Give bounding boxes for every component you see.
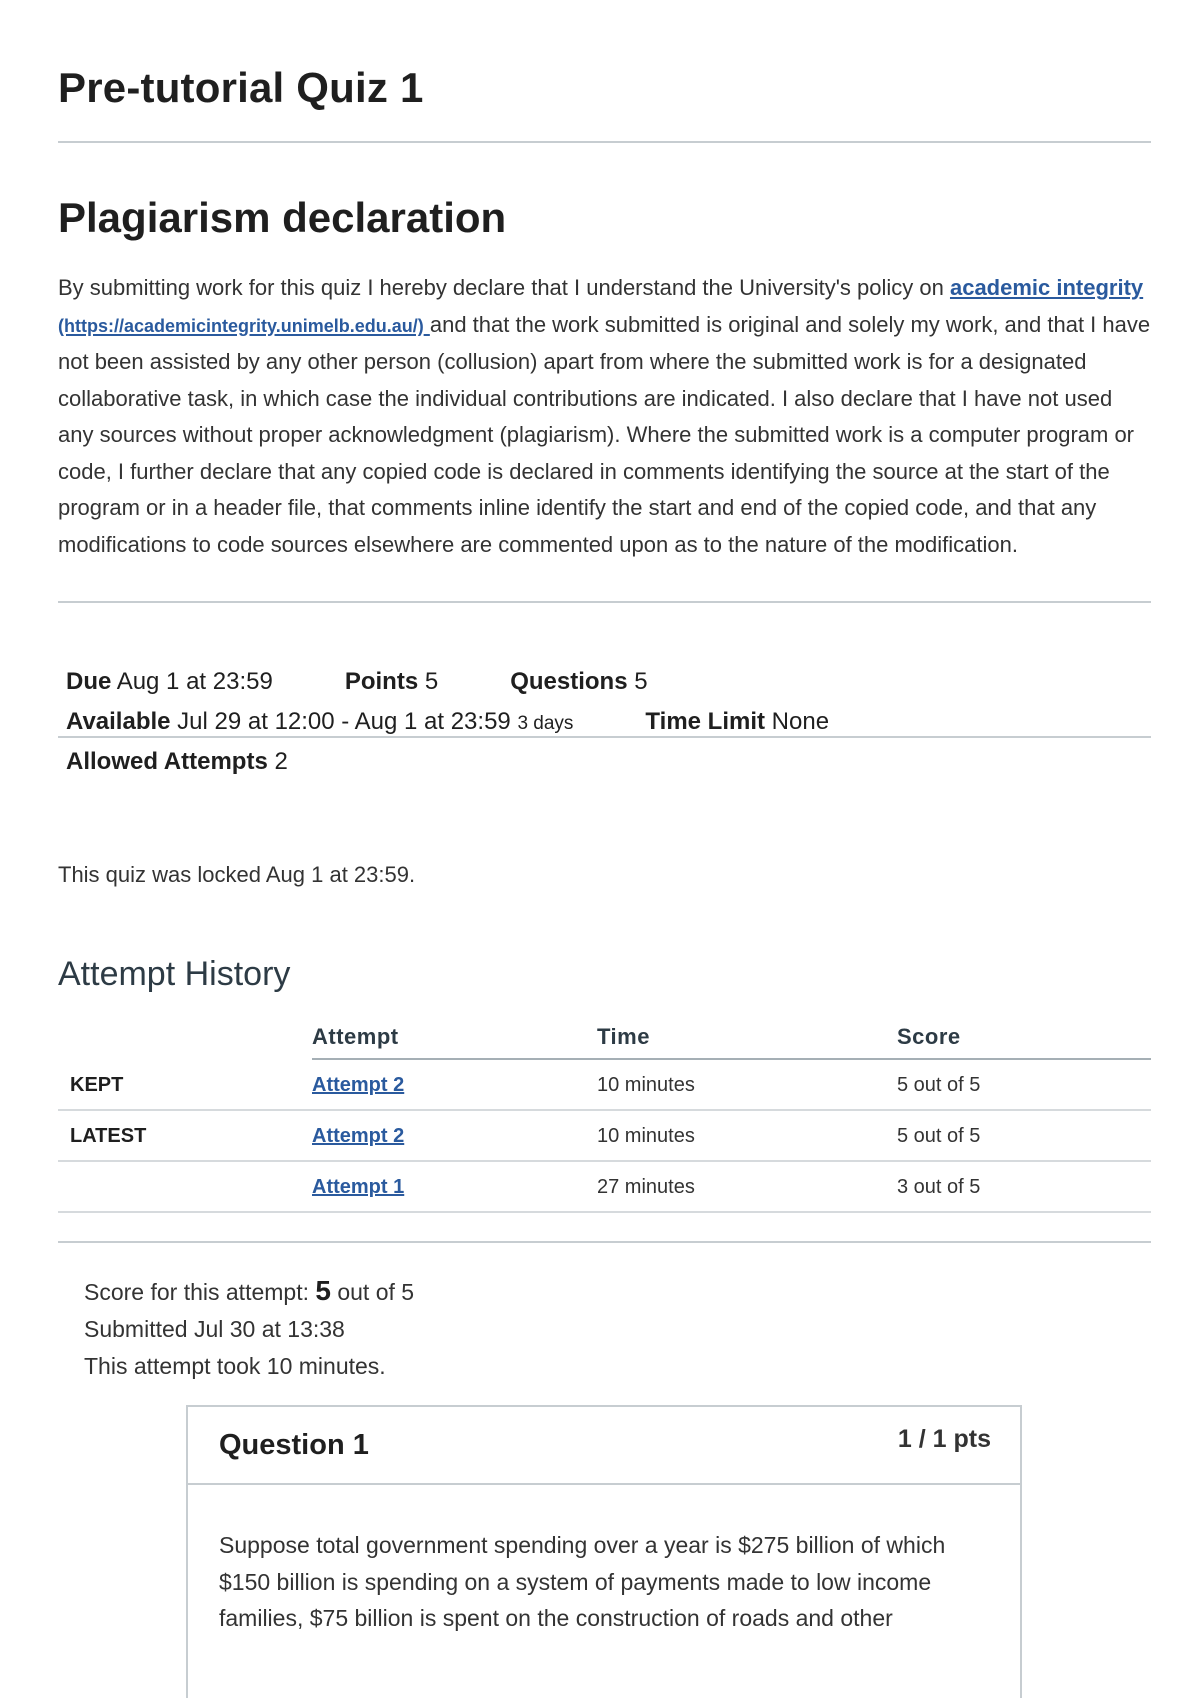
question-header [188, 1407, 1020, 1485]
attempt-link[interactable]: Attempt 2 [312, 1074, 405, 1096]
table-row [58, 1162, 1151, 1213]
points-value: 5 [424, 668, 439, 695]
points-label: Points [344, 668, 419, 695]
divider [58, 736, 1151, 738]
declaration-text-start: By submitting work for this quiz I hereby declare that I understand the University's policy on [58, 275, 950, 300]
declaration-text-end: and that the work submitted is original and solely my work, and that I have not been assisted by any other person (collusion) apart from where the submitted work is for a designated collaborative task, in which case the individual contributions are indicated. I also declare that I have not used any sources without proper acknowledgment (plagiarism). Where the submitted work is a computer program or code, I further declare that any copied code is declared in comments identifying the source at the start of the program or in a header file, that comments inline identify the start and end of the copied code, and that any modifications to code sources elsewhere are commented upon as to the nature of the modification. [58, 311, 1151, 557]
row-score: 5 out of 5 [897, 1125, 981, 1147]
declaration-text [58, 270, 1151, 563]
submitted-time: Submitted Jul 30 at 13:38 [84, 1316, 345, 1342]
available-detail [66, 708, 573, 736]
locked-message: This quiz was locked Aug 1 at 23:59. [58, 862, 416, 887]
score-suffix: out of 5 [330, 1279, 415, 1305]
row-score: 3 out of 5 [897, 1176, 981, 1198]
link-label[interactable]: academic integrity [949, 275, 1144, 300]
column-header-time: Time [597, 1024, 650, 1049]
attempt-link[interactable]: Attempt 2 [312, 1125, 405, 1147]
questions-detail [510, 668, 647, 696]
due-label: Due [66, 668, 112, 695]
row-status: KEPT [70, 1074, 124, 1096]
details-row [66, 668, 1146, 708]
divider [58, 1241, 1151, 1243]
row-status: LATEST [70, 1125, 147, 1147]
divider [58, 141, 1151, 143]
time-limit-label: Time Limit [645, 708, 765, 735]
declaration-heading: Plagiarism declaration [58, 194, 507, 241]
column-header-attempt: Attempt [312, 1024, 399, 1049]
available-value: Jul 29 at 12:00 - Aug 1 at 23:59 [177, 708, 511, 735]
allowed-attempts-label: Allowed Attempts [66, 748, 268, 775]
details-row [66, 708, 1146, 748]
allowed-attempts-detail [66, 748, 288, 776]
link-url[interactable]: (https://academicintegrity.unimelb.edu.au/) [58, 315, 424, 336]
attempt-summary [84, 1272, 414, 1385]
column-header-score: Score [897, 1024, 961, 1049]
question-text: Suppose total government spending over a year is $275 billion of which $150 billion is spending on a system of payments made to low income families, $75 billion is spent on the construction of roads and other [219, 1532, 946, 1631]
score-value: 5 [315, 1275, 331, 1306]
quiz-details [66, 668, 1146, 788]
row-time: 10 minutes [597, 1125, 695, 1147]
row-score: 5 out of 5 [897, 1074, 981, 1096]
attempt-link[interactable]: Attempt 1 [312, 1176, 405, 1198]
score-prefix: Score for this attempt: [84, 1279, 316, 1305]
row-time: 27 minutes [597, 1176, 695, 1198]
row-time: 10 minutes [597, 1074, 695, 1096]
details-row [66, 748, 1146, 788]
due-value: Aug 1 at 23:59 [116, 668, 273, 695]
available-label: Available [66, 708, 171, 735]
time-limit-detail [645, 708, 829, 736]
allowed-attempts-value: 2 [274, 748, 288, 775]
table-header [58, 1018, 1151, 1060]
attempt-history-heading: Attempt History [58, 955, 291, 993]
question-card [186, 1405, 1022, 1698]
question-points: 1 / 1 pts [897, 1425, 991, 1453]
attempt-history-table [58, 1018, 1151, 1213]
divider [58, 601, 1151, 603]
table-row [58, 1111, 1151, 1162]
available-duration: 3 days [517, 713, 574, 734]
page-title: Pre-tutorial Quiz 1 [58, 64, 424, 111]
attempt-score [84, 1272, 414, 1311]
question-title: Question 1 [219, 1429, 369, 1461]
questions-label: Questions [510, 668, 628, 695]
time-limit-value: None [771, 708, 830, 735]
table-row [58, 1060, 1151, 1111]
due-detail [66, 668, 273, 696]
questions-value: 5 [634, 668, 648, 695]
attempt-duration: This attempt took 10 minutes. [84, 1353, 386, 1379]
points-detail [345, 668, 438, 696]
